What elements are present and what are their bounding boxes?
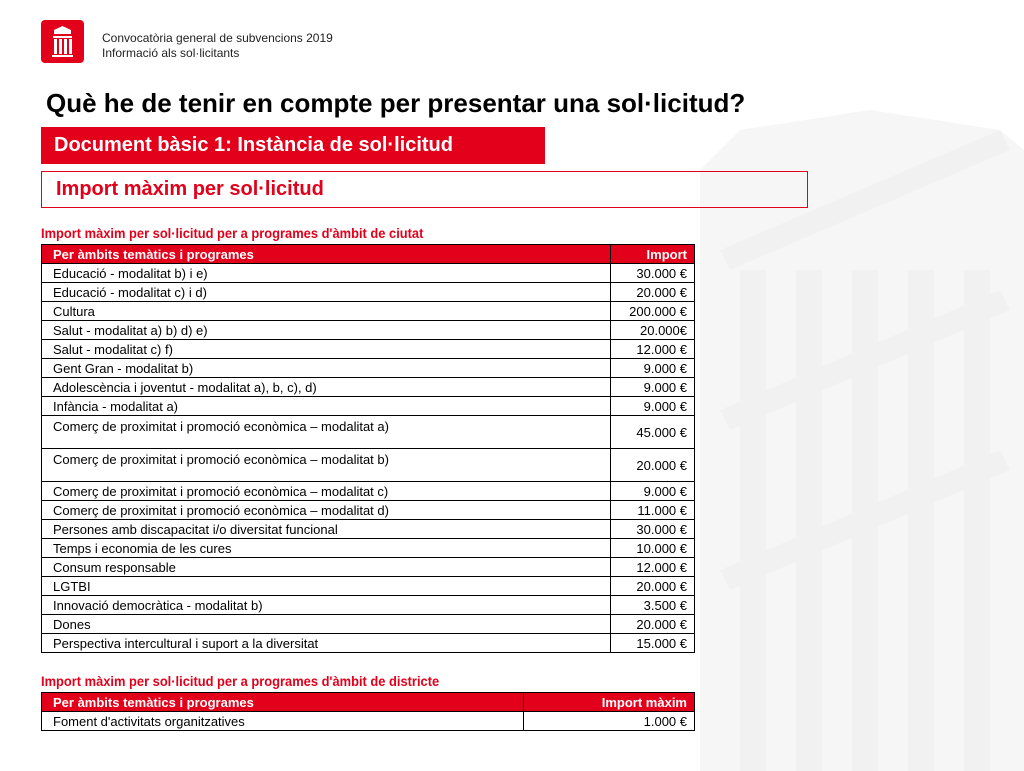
table-row (42, 596, 695, 615)
table-row (42, 416, 695, 449)
row-label: Salut - modalitat a) b) d) e) (42, 321, 611, 340)
row-label: LGTBI (42, 577, 611, 596)
row-label: Persones amb discapacitat i/o diversitat funcional (42, 520, 611, 539)
table-row (42, 340, 695, 359)
column-header-max-amount: Import màxim (524, 693, 695, 712)
column-header-amount: Import (611, 245, 695, 264)
row-amount: 30.000 € (611, 520, 695, 539)
city-table-title: Import màxim per sol·licitud per a programes d'àmbit de ciutat (41, 225, 424, 241)
row-amount: 9.000 € (611, 397, 695, 416)
row-label: Comerç de proximitat i promoció econòmica – modalitat c) (42, 482, 611, 501)
row-amount: 15.000 € (611, 634, 695, 653)
row-amount: 12.000 € (611, 558, 695, 577)
row-amount: 20.000 € (611, 449, 695, 482)
city-amounts-table (41, 244, 695, 653)
row-amount: 20.000€ (611, 321, 695, 340)
table-header-row (42, 693, 695, 712)
district-amounts-table (41, 692, 695, 731)
row-label: Foment d'activitats organitzatives (42, 712, 524, 731)
row-amount: 20.000 € (611, 615, 695, 634)
row-label: Temps i economia de les cures (42, 539, 611, 558)
header-line-1: Convocatòria general de subvencions 2019 (102, 31, 333, 45)
table-row (42, 302, 695, 321)
row-amount: 9.000 € (611, 482, 695, 501)
row-label: Consum responsable (42, 558, 611, 577)
ajuntament-watermark (700, 110, 1024, 771)
table-row (42, 482, 695, 501)
table-row (42, 283, 695, 302)
page-title: Què he de tenir en compte per presentar una sol·licitud? (46, 88, 746, 118)
table-row (42, 449, 695, 482)
table-row (42, 321, 695, 340)
row-amount: 9.000 € (611, 378, 695, 397)
header-line-2: Informació als sol·licitants (102, 46, 240, 60)
row-amount: 3.500 € (611, 596, 695, 615)
row-label: Educació - modalitat b) i e) (42, 264, 611, 283)
table-row (42, 712, 695, 731)
table-row (42, 501, 695, 520)
row-label: Dones (42, 615, 611, 634)
row-label: Comerç de proximitat i promoció econòmica – modalitat d) (42, 501, 611, 520)
row-label: Gent Gran - modalitat b) (42, 359, 611, 378)
table-row (42, 539, 695, 558)
row-label: Educació - modalitat c) i d) (42, 283, 611, 302)
header-text (102, 31, 333, 61)
row-amount: 12.000 € (611, 340, 695, 359)
table-row (42, 397, 695, 416)
table-header-row (42, 245, 695, 264)
row-amount: 9.000 € (611, 359, 695, 378)
column-header-programs: Per àmbits temàtics i programes (42, 693, 524, 712)
district-table-title: Import màxim per sol·licitud per a programes d'àmbit de districte (41, 673, 440, 689)
row-label: Infància - modalitat a) (42, 397, 611, 416)
ajuntament-logo (41, 20, 84, 63)
row-amount: 11.000 € (611, 501, 695, 520)
table-row (42, 577, 695, 596)
table-row (42, 264, 695, 283)
table-row (42, 378, 695, 397)
row-label: Salut - modalitat c) f) (42, 340, 611, 359)
row-amount: 30.000 € (611, 264, 695, 283)
column-header-programs: Per àmbits temàtics i programes (42, 245, 611, 264)
row-label: Adolescència i joventut - modalitat a), b, c), d) (42, 378, 611, 397)
row-amount: 20.000 € (611, 577, 695, 596)
table-row (42, 615, 695, 634)
row-label: Comerç de proximitat i promoció econòmica – modalitat b) (42, 449, 611, 482)
row-label: Innovació democràtica - modalitat b) (42, 596, 611, 615)
row-amount: 20.000 € (611, 283, 695, 302)
row-label: Cultura (42, 302, 611, 321)
table-row (42, 634, 695, 653)
row-label: Comerç de proximitat i promoció econòmica – modalitat a) (42, 416, 611, 449)
table-row (42, 520, 695, 539)
table-row (42, 359, 695, 378)
row-amount: 10.000 € (611, 539, 695, 558)
table-row (42, 558, 695, 577)
section-subtitle: Import màxim per sol·licitud (41, 171, 808, 208)
document-banner: Document bàsic 1: Instància de sol·licitud (41, 127, 545, 164)
row-amount: 45.000 € (611, 416, 695, 449)
row-amount: 1.000 € (524, 712, 695, 731)
row-label: Perspectiva intercultural i suport a la diversitat (42, 634, 611, 653)
row-amount: 200.000 € (611, 302, 695, 321)
